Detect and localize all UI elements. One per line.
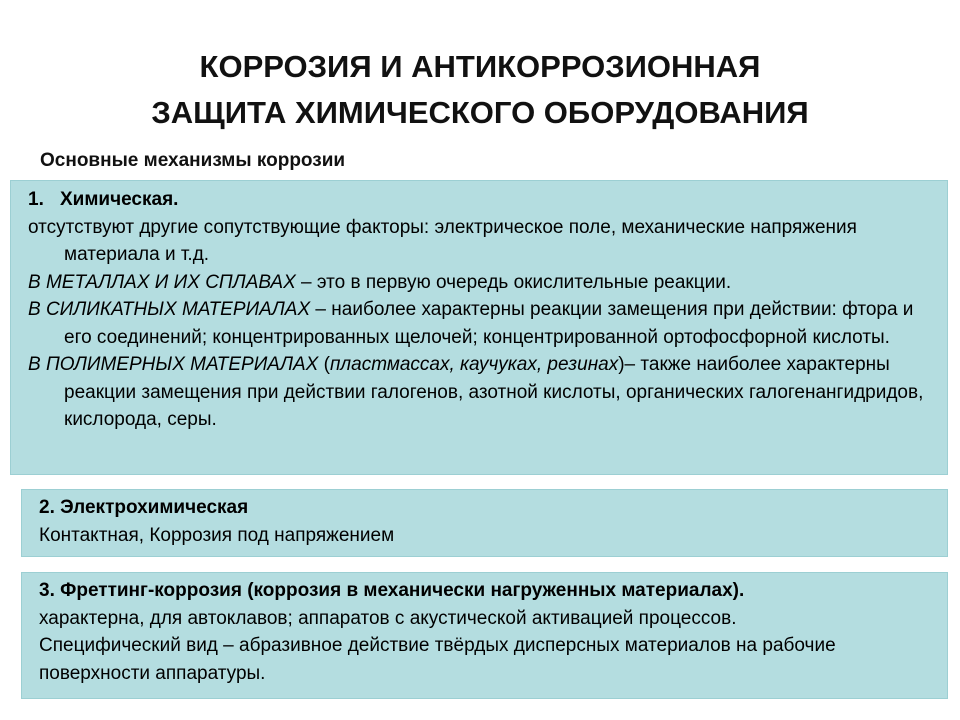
chemical-heading (28, 186, 934, 214)
electrochemical-corrosion-box (21, 489, 948, 557)
silicate-paragraph (28, 296, 934, 351)
chemical-description: отсутствуют другие сопутствующие факторы: электрическое поле, механические напряжения материала и т.д. (28, 216, 857, 265)
polymer-text: )– также наиболее характерны реакции замещения при действии галогенов, азотной кислоты, органических галогенангидридов, кислорода, серы. (64, 354, 924, 430)
polymer-label: В ПОЛИМЕРНЫХ МАТЕРИАЛАХ (28, 354, 319, 375)
silicate-text: – наиболее характерны реакции замещения при действии: фтора и его соединений; концентрированных щелочей; концентрированной ортофосфорной кислоты. (64, 299, 914, 348)
polymer-paragraph (28, 351, 934, 434)
title-line-1: КОРРОЗИЯ И АНТИКОРРОЗИОННАЯ (199, 49, 761, 84)
chemical-corrosion-box (10, 180, 948, 475)
silicate-label: В СИЛИКАТНЫХ МАТЕРИАЛАХ (28, 299, 311, 320)
metals-label: В МЕТАЛЛАХ И ИХ СПЛАВАХ (28, 271, 296, 293)
metals-text: – это в первую очередь окислительные реакции. (295, 271, 732, 293)
title-line-2: ЗАЩИТА ХИМИЧЕСКОГО ОБОРУДОВАНИЯ (151, 95, 809, 130)
fretting-text-2: Специфический вид – абразивное действие твёрдых дисперсных материалов на рабочие поверхности аппаратуры. (39, 635, 836, 684)
slide-title (0, 44, 960, 136)
chemical-number: 1. (28, 189, 44, 210)
fretting-text-1: характерна, для автоклавов; аппаратов с акустической активацией процессов. (39, 607, 737, 629)
fretting-heading: 3. Фреттинг-коррозия (коррозия в механически нагруженных материалах). (39, 580, 745, 601)
fretting-corrosion-box (21, 572, 948, 699)
slide-subtitle: Основные механизмы коррозии (40, 150, 346, 171)
polymer-open: ( (318, 354, 330, 375)
metals-paragraph (28, 269, 934, 297)
electrochemical-heading: 2. Электрохимическая (39, 497, 249, 518)
electrochemical-text: Контактная, Коррозия под напряжением (39, 524, 395, 546)
chemical-heading-text: Химическая. (60, 189, 179, 210)
polymer-examples: пластмассах, каучуках, резинах (329, 354, 619, 375)
